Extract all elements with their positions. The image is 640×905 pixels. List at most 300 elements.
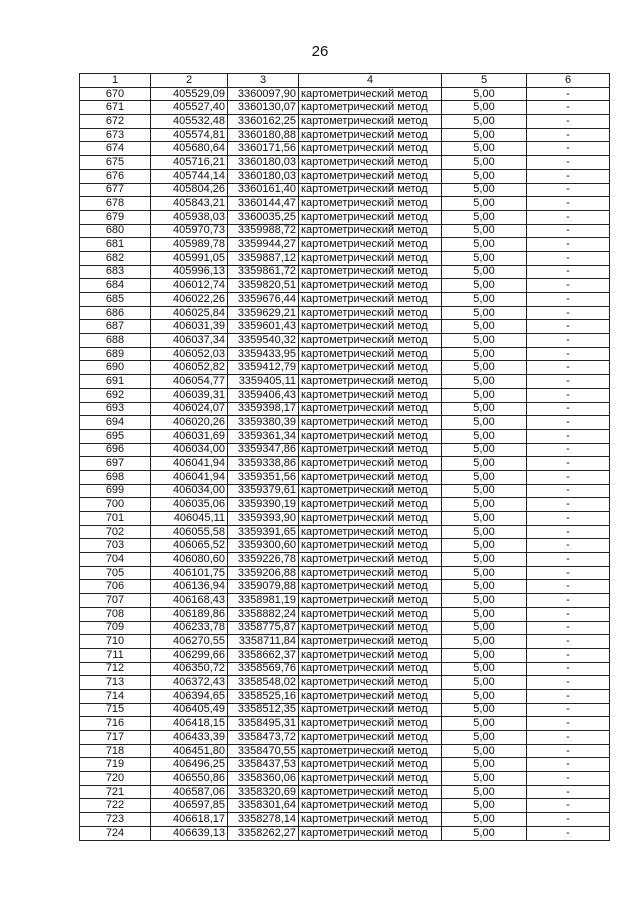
dash-cell: - [527, 662, 610, 676]
table-row [80, 731, 610, 745]
accuracy-cell: 5,00 [442, 799, 527, 813]
y-coordinate-cell: 3359398,17 [228, 402, 299, 416]
dash-cell: - [527, 402, 610, 416]
table-row [80, 566, 610, 580]
point-number-cell: 721 [80, 785, 151, 799]
table-row [80, 416, 610, 430]
table-header-row [80, 74, 610, 88]
method-cell: картометрический метод [299, 648, 442, 662]
x-coordinate-cell: 406025,84 [151, 306, 228, 320]
accuracy-cell: 5,00 [442, 183, 527, 197]
x-coordinate-cell: 406451,80 [151, 744, 228, 758]
dash-cell: - [527, 443, 610, 457]
y-coordinate-cell: 3360130,07 [228, 101, 299, 115]
dash-cell: - [527, 293, 610, 307]
table-row [80, 662, 610, 676]
method-cell: картометрический метод [299, 279, 442, 293]
method-cell: картометрический метод [299, 758, 442, 772]
y-coordinate-cell: 3358495,31 [228, 717, 299, 731]
x-coordinate-cell: 406041,94 [151, 457, 228, 471]
y-coordinate-cell: 3358512,35 [228, 703, 299, 717]
table-row [80, 772, 610, 786]
point-number-cell: 696 [80, 443, 151, 457]
dash-cell: - [527, 813, 610, 827]
accuracy-cell: 5,00 [442, 197, 527, 211]
table-row [80, 87, 610, 101]
x-coordinate-cell: 406065,52 [151, 539, 228, 553]
method-cell: картометрический метод [299, 470, 442, 484]
accuracy-cell: 5,00 [442, 470, 527, 484]
point-number-cell: 680 [80, 224, 151, 238]
accuracy-cell: 5,00 [442, 306, 527, 320]
method-cell: картометрический метод [299, 744, 442, 758]
method-cell: картометрический метод [299, 156, 442, 170]
column-header-5: 5 [442, 74, 527, 88]
accuracy-cell: 5,00 [442, 772, 527, 786]
point-number-cell: 720 [80, 772, 151, 786]
accuracy-cell: 5,00 [442, 251, 527, 265]
accuracy-cell: 5,00 [442, 443, 527, 457]
point-number-cell: 709 [80, 621, 151, 635]
method-cell: картометрический метод [299, 662, 442, 676]
table-row [80, 224, 610, 238]
method-cell: картометрический метод [299, 101, 442, 115]
accuracy-cell: 5,00 [442, 648, 527, 662]
table-body [80, 87, 610, 840]
table-row [80, 128, 610, 142]
point-number-cell: 679 [80, 210, 151, 224]
accuracy-cell: 5,00 [442, 594, 527, 608]
x-coordinate-cell: 405970,73 [151, 224, 228, 238]
y-coordinate-cell: 3359540,32 [228, 334, 299, 348]
point-number-cell: 681 [80, 238, 151, 252]
accuracy-cell: 5,00 [442, 115, 527, 129]
table-row [80, 361, 610, 375]
method-cell: картометрический метод [299, 457, 442, 471]
x-coordinate-cell: 405716,21 [151, 156, 228, 170]
dash-cell: - [527, 512, 610, 526]
accuracy-cell: 5,00 [442, 279, 527, 293]
table-row [80, 306, 610, 320]
accuracy-cell: 5,00 [442, 731, 527, 745]
y-coordinate-cell: 3358470,55 [228, 744, 299, 758]
point-number-cell: 711 [80, 648, 151, 662]
dash-cell: - [527, 251, 610, 265]
y-coordinate-cell: 3360035,25 [228, 210, 299, 224]
method-cell: картометрический метод [299, 676, 442, 690]
accuracy-cell: 5,00 [442, 689, 527, 703]
dash-cell: - [527, 744, 610, 758]
y-coordinate-cell: 3358775,87 [228, 621, 299, 635]
y-coordinate-cell: 3358262,27 [228, 826, 299, 840]
table-row [80, 197, 610, 211]
table-row [80, 813, 610, 827]
point-number-cell: 701 [80, 512, 151, 526]
dash-cell: - [527, 717, 610, 731]
point-number-cell: 685 [80, 293, 151, 307]
point-number-cell: 686 [80, 306, 151, 320]
accuracy-cell: 5,00 [442, 361, 527, 375]
point-number-cell: 670 [80, 87, 151, 101]
accuracy-cell: 5,00 [442, 320, 527, 334]
y-coordinate-cell: 3359405,11 [228, 375, 299, 389]
method-cell: картометрический метод [299, 703, 442, 717]
y-coordinate-cell: 3360180,03 [228, 169, 299, 183]
y-coordinate-cell: 3358711,84 [228, 635, 299, 649]
y-coordinate-cell: 3359380,39 [228, 416, 299, 430]
method-cell: картометрический метод [299, 443, 442, 457]
table-row [80, 799, 610, 813]
y-coordinate-cell: 3359406,43 [228, 388, 299, 402]
point-number-cell: 693 [80, 402, 151, 416]
method-cell: картометрический метод [299, 512, 442, 526]
x-coordinate-cell: 405843,21 [151, 197, 228, 211]
accuracy-cell: 5,00 [442, 429, 527, 443]
accuracy-cell: 5,00 [442, 388, 527, 402]
x-coordinate-cell: 406639,13 [151, 826, 228, 840]
accuracy-cell: 5,00 [442, 553, 527, 567]
point-number-cell: 677 [80, 183, 151, 197]
accuracy-cell: 5,00 [442, 101, 527, 115]
y-coordinate-cell: 3359206,88 [228, 566, 299, 580]
dash-cell: - [527, 416, 610, 430]
table-row [80, 525, 610, 539]
accuracy-cell: 5,00 [442, 607, 527, 621]
x-coordinate-cell: 406189,86 [151, 607, 228, 621]
x-coordinate-cell: 406270,55 [151, 635, 228, 649]
table-row [80, 621, 610, 635]
y-coordinate-cell: 3359391,65 [228, 525, 299, 539]
point-number-cell: 676 [80, 169, 151, 183]
y-coordinate-cell: 3359412,79 [228, 361, 299, 375]
column-header-6: 6 [527, 74, 610, 88]
table-row [80, 210, 610, 224]
accuracy-cell: 5,00 [442, 265, 527, 279]
x-coordinate-cell: 405989,78 [151, 238, 228, 252]
dash-cell: - [527, 361, 610, 375]
y-coordinate-cell: 3359379,61 [228, 484, 299, 498]
point-number-cell: 671 [80, 101, 151, 115]
accuracy-cell: 5,00 [442, 813, 527, 827]
method-cell: картометрический метод [299, 251, 442, 265]
method-cell: картометрический метод [299, 594, 442, 608]
point-number-cell: 674 [80, 142, 151, 156]
y-coordinate-cell: 3358525,16 [228, 689, 299, 703]
y-coordinate-cell: 3359393,90 [228, 512, 299, 526]
y-coordinate-cell: 3359226,78 [228, 553, 299, 567]
dash-cell: - [527, 197, 610, 211]
point-number-cell: 708 [80, 607, 151, 621]
x-coordinate-cell: 406039,31 [151, 388, 228, 402]
method-cell: картометрический метод [299, 238, 442, 252]
method-cell: картометрический метод [299, 169, 442, 183]
y-coordinate-cell: 3358437,53 [228, 758, 299, 772]
method-cell: картометрический метод [299, 607, 442, 621]
y-coordinate-cell: 3358360,06 [228, 772, 299, 786]
method-cell: картометрический метод [299, 306, 442, 320]
point-number-cell: 684 [80, 279, 151, 293]
method-cell: картометрический метод [299, 484, 442, 498]
table-row [80, 785, 610, 799]
point-number-cell: 715 [80, 703, 151, 717]
point-number-cell: 718 [80, 744, 151, 758]
method-cell: картометрический метод [299, 115, 442, 129]
point-number-cell: 707 [80, 594, 151, 608]
point-number-cell: 700 [80, 498, 151, 512]
x-coordinate-cell: 406034,00 [151, 484, 228, 498]
table-row [80, 429, 610, 443]
accuracy-cell: 5,00 [442, 334, 527, 348]
dash-cell: - [527, 238, 610, 252]
y-coordinate-cell: 3358569,76 [228, 662, 299, 676]
point-number-cell: 719 [80, 758, 151, 772]
y-coordinate-cell: 3359629,21 [228, 306, 299, 320]
method-cell: картометрический метод [299, 128, 442, 142]
table-row [80, 676, 610, 690]
y-coordinate-cell: 3358882,24 [228, 607, 299, 621]
table-row [80, 156, 610, 170]
table-row [80, 648, 610, 662]
point-number-cell: 710 [80, 635, 151, 649]
point-number-cell: 691 [80, 375, 151, 389]
accuracy-cell: 5,00 [442, 484, 527, 498]
table-row [80, 142, 610, 156]
method-cell: картометрический метод [299, 265, 442, 279]
dash-cell: - [527, 375, 610, 389]
dash-cell: - [527, 553, 610, 567]
point-number-cell: 689 [80, 347, 151, 361]
point-number-cell: 723 [80, 813, 151, 827]
method-cell: картометрический метод [299, 375, 442, 389]
x-coordinate-cell: 406054,77 [151, 375, 228, 389]
y-coordinate-cell: 3358320,69 [228, 785, 299, 799]
method-cell: картометрический метод [299, 388, 442, 402]
y-coordinate-cell: 3360180,88 [228, 128, 299, 142]
dash-cell: - [527, 388, 610, 402]
x-coordinate-cell: 405991,05 [151, 251, 228, 265]
x-coordinate-cell: 405574,81 [151, 128, 228, 142]
column-header-2: 2 [151, 74, 228, 88]
accuracy-cell: 5,00 [442, 539, 527, 553]
point-number-cell: 702 [80, 525, 151, 539]
x-coordinate-cell: 405938,03 [151, 210, 228, 224]
dash-cell: - [527, 320, 610, 334]
table-row [80, 265, 610, 279]
point-number-cell: 697 [80, 457, 151, 471]
coordinates-table [79, 73, 610, 841]
accuracy-cell: 5,00 [442, 224, 527, 238]
point-number-cell: 688 [80, 334, 151, 348]
y-coordinate-cell: 3359351,56 [228, 470, 299, 484]
x-coordinate-cell: 406168,43 [151, 594, 228, 608]
x-coordinate-cell: 406037,34 [151, 334, 228, 348]
accuracy-cell: 5,00 [442, 580, 527, 594]
dash-cell: - [527, 731, 610, 745]
method-cell: картометрический метод [299, 361, 442, 375]
dash-cell: - [527, 87, 610, 101]
method-cell: картометрический метод [299, 197, 442, 211]
method-cell: картометрический метод [299, 813, 442, 827]
table-row [80, 320, 610, 334]
point-number-cell: 704 [80, 553, 151, 567]
x-coordinate-cell: 406597,85 [151, 799, 228, 813]
point-number-cell: 722 [80, 799, 151, 813]
table-row [80, 183, 610, 197]
method-cell: картометрический метод [299, 347, 442, 361]
method-cell: картометрический метод [299, 87, 442, 101]
point-number-cell: 712 [80, 662, 151, 676]
dash-cell: - [527, 498, 610, 512]
x-coordinate-cell: 405744,14 [151, 169, 228, 183]
y-coordinate-cell: 3358473,72 [228, 731, 299, 745]
method-cell: картометрический метод [299, 635, 442, 649]
table-row [80, 402, 610, 416]
x-coordinate-cell: 405804,26 [151, 183, 228, 197]
x-coordinate-cell: 405527,40 [151, 101, 228, 115]
y-coordinate-cell: 3358981,19 [228, 594, 299, 608]
accuracy-cell: 5,00 [442, 347, 527, 361]
x-coordinate-cell: 406022,26 [151, 293, 228, 307]
table-row [80, 484, 610, 498]
dash-cell: - [527, 101, 610, 115]
accuracy-cell: 5,00 [442, 169, 527, 183]
table-row [80, 169, 610, 183]
dash-cell: - [527, 142, 610, 156]
accuracy-cell: 5,00 [442, 525, 527, 539]
accuracy-cell: 5,00 [442, 87, 527, 101]
dash-cell: - [527, 169, 610, 183]
dash-cell: - [527, 566, 610, 580]
point-number-cell: 716 [80, 717, 151, 731]
accuracy-cell: 5,00 [442, 156, 527, 170]
method-cell: картометрический метод [299, 334, 442, 348]
y-coordinate-cell: 3360180,03 [228, 156, 299, 170]
column-header-3: 3 [228, 74, 299, 88]
method-cell: картометрический метод [299, 799, 442, 813]
point-number-cell: 713 [80, 676, 151, 690]
table-row [80, 375, 610, 389]
point-number-cell: 703 [80, 539, 151, 553]
y-coordinate-cell: 3359861,72 [228, 265, 299, 279]
y-coordinate-cell: 3360161,40 [228, 183, 299, 197]
method-cell: картометрический метод [299, 416, 442, 430]
method-cell: картометрический метод [299, 429, 442, 443]
y-coordinate-cell: 3359944,27 [228, 238, 299, 252]
method-cell: картометрический метод [299, 183, 442, 197]
x-coordinate-cell: 406418,15 [151, 717, 228, 731]
dash-cell: - [527, 785, 610, 799]
table-row [80, 512, 610, 526]
table-row [80, 744, 610, 758]
accuracy-cell: 5,00 [442, 512, 527, 526]
table-row [80, 758, 610, 772]
dash-cell: - [527, 607, 610, 621]
dash-cell: - [527, 224, 610, 238]
table-row [80, 498, 610, 512]
table-row [80, 293, 610, 307]
point-number-cell: 724 [80, 826, 151, 840]
point-number-cell: 706 [80, 580, 151, 594]
dash-cell: - [527, 429, 610, 443]
method-cell: картометрический метод [299, 402, 442, 416]
method-cell: картометрический метод [299, 731, 442, 745]
method-cell: картометрический метод [299, 689, 442, 703]
dash-cell: - [527, 799, 610, 813]
method-cell: картометрический метод [299, 142, 442, 156]
dash-cell: - [527, 580, 610, 594]
x-coordinate-cell: 405680,64 [151, 142, 228, 156]
method-cell: картометрический метод [299, 320, 442, 334]
point-number-cell: 675 [80, 156, 151, 170]
x-coordinate-cell: 406045,11 [151, 512, 228, 526]
x-coordinate-cell: 406618,17 [151, 813, 228, 827]
table-row [80, 388, 610, 402]
table-row [80, 607, 610, 621]
table-row [80, 826, 610, 840]
accuracy-cell: 5,00 [442, 128, 527, 142]
x-coordinate-cell: 405529,09 [151, 87, 228, 101]
dash-cell: - [527, 648, 610, 662]
dash-cell: - [527, 115, 610, 129]
table-row [80, 717, 610, 731]
table-row [80, 238, 610, 252]
x-coordinate-cell: 406034,00 [151, 443, 228, 457]
x-coordinate-cell: 406031,39 [151, 320, 228, 334]
x-coordinate-cell: 406024,07 [151, 402, 228, 416]
method-cell: картометрический метод [299, 210, 442, 224]
dash-cell: - [527, 183, 610, 197]
y-coordinate-cell: 3360144,47 [228, 197, 299, 211]
y-coordinate-cell: 3359887,12 [228, 251, 299, 265]
point-number-cell: 714 [80, 689, 151, 703]
method-cell: картометрический метод [299, 224, 442, 238]
dash-cell: - [527, 525, 610, 539]
x-coordinate-cell: 406020,26 [151, 416, 228, 430]
x-coordinate-cell: 406433,39 [151, 731, 228, 745]
point-number-cell: 672 [80, 115, 151, 129]
x-coordinate-cell: 405532,48 [151, 115, 228, 129]
point-number-cell: 717 [80, 731, 151, 745]
dash-cell: - [527, 210, 610, 224]
table-row [80, 635, 610, 649]
dash-cell: - [527, 156, 610, 170]
x-coordinate-cell: 406041,94 [151, 470, 228, 484]
y-coordinate-cell: 3359390,19 [228, 498, 299, 512]
y-coordinate-cell: 3359988,72 [228, 224, 299, 238]
accuracy-cell: 5,00 [442, 416, 527, 430]
dash-cell: - [527, 265, 610, 279]
x-coordinate-cell: 406587,06 [151, 785, 228, 799]
accuracy-cell: 5,00 [442, 238, 527, 252]
dash-cell: - [527, 484, 610, 498]
accuracy-cell: 5,00 [442, 662, 527, 676]
dash-cell: - [527, 635, 610, 649]
dash-cell: - [527, 703, 610, 717]
y-coordinate-cell: 3358662,37 [228, 648, 299, 662]
y-coordinate-cell: 3359601,43 [228, 320, 299, 334]
table-row [80, 334, 610, 348]
x-coordinate-cell: 406052,82 [151, 361, 228, 375]
table-row [80, 443, 610, 457]
x-coordinate-cell: 405996,13 [151, 265, 228, 279]
dash-cell: - [527, 457, 610, 471]
x-coordinate-cell: 406394,65 [151, 689, 228, 703]
method-cell: картометрический метод [299, 498, 442, 512]
dash-cell: - [527, 758, 610, 772]
accuracy-cell: 5,00 [442, 402, 527, 416]
point-number-cell: 673 [80, 128, 151, 142]
dash-cell: - [527, 826, 610, 840]
